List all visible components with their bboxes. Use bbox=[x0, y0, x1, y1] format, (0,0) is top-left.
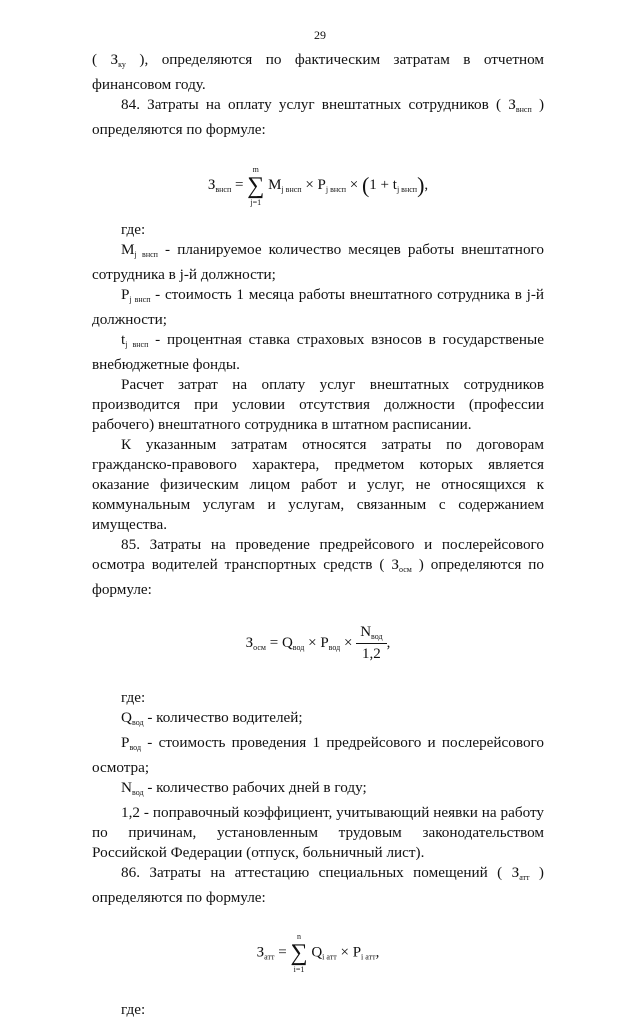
subscript: ку bbox=[118, 60, 126, 69]
def-symbol bbox=[121, 734, 141, 751]
definition-coefficient: 1,2 - поправочный коэффициент, учитывающий неявки на работу по причинам, установленным трудовым законодательством Российской Федерации (отпуск, больничный лист). bbox=[92, 804, 544, 861]
symbol-subscript: вод bbox=[131, 788, 144, 797]
symbol-subscript: вод bbox=[131, 718, 144, 727]
definition-text: - количество рабочих дней в году; bbox=[143, 779, 367, 796]
sum-operator bbox=[290, 932, 307, 974]
subscript: атт bbox=[519, 873, 530, 882]
close-paren: ) bbox=[417, 172, 425, 198]
formula-85 bbox=[92, 624, 544, 682]
formula-symbol: Q bbox=[281, 635, 293, 652]
paragraph-84 bbox=[92, 95, 544, 140]
sum-lower-limit: j=1 bbox=[250, 197, 262, 207]
equals-sign: = bbox=[269, 635, 279, 652]
formula-symbol: З bbox=[207, 177, 216, 193]
where-label: где: bbox=[121, 689, 146, 706]
where-label: где: bbox=[121, 1001, 146, 1018]
paragraph-86 bbox=[92, 863, 544, 908]
def-symbol bbox=[121, 286, 150, 303]
symbol-letter: P bbox=[121, 734, 130, 751]
definition-m bbox=[92, 240, 544, 285]
formula-subscript: вод bbox=[328, 643, 341, 653]
formula-86 bbox=[92, 932, 544, 994]
formula-punctuation: , bbox=[386, 635, 391, 652]
definition-t bbox=[92, 330, 544, 375]
def-symbol bbox=[121, 779, 144, 796]
equals-sign: = bbox=[235, 177, 244, 193]
symbol-subscript: вод bbox=[129, 743, 142, 752]
definition-text: - планируемое количество месяцев работы внештатного сотрудника в j-й должности; bbox=[92, 241, 544, 283]
definition-text: - количество водителей; bbox=[143, 709, 303, 726]
fraction-numerator bbox=[356, 624, 386, 644]
definition-text: - стоимость 1 месяца работы внештатного сотрудника в j-й должности; bbox=[92, 286, 545, 328]
formula-84 bbox=[92, 156, 544, 214]
formula-subscript: внсп bbox=[215, 185, 232, 194]
formula-subscript: j внсп bbox=[325, 185, 346, 194]
page-number: 29 bbox=[314, 28, 326, 42]
formula-symbol: З bbox=[256, 944, 265, 961]
formula-symbol: З bbox=[245, 635, 254, 652]
formula-symbol: N bbox=[360, 624, 372, 640]
formula-symbol: 1 + t bbox=[369, 177, 397, 193]
formula-subscript: i атт bbox=[361, 952, 376, 962]
formula-subscript: вод bbox=[292, 643, 305, 653]
symbol-subscript: j внсп bbox=[134, 250, 158, 259]
formula-subscript: вод bbox=[371, 632, 383, 641]
formula-punctuation: , bbox=[424, 177, 429, 193]
subscript: осм bbox=[399, 565, 412, 574]
def-symbol bbox=[121, 709, 144, 726]
sum-operator bbox=[247, 165, 264, 207]
formula-subscript: атт bbox=[264, 952, 275, 962]
document-body bbox=[92, 50, 544, 1020]
symbol-subscript: j внсп bbox=[129, 295, 151, 304]
times-sign: × bbox=[349, 177, 359, 193]
subscript: внсп bbox=[515, 105, 532, 114]
sum-lower-limit: i=1 bbox=[293, 965, 305, 974]
symbol-letter: P bbox=[121, 286, 130, 303]
definition-text: - процентная ставка страховых взносов в государственые внебюджетные фонды. bbox=[92, 331, 544, 373]
paragraph-calc-condition: Расчет затрат на оплату услуг внештатных сотрудников производится при условии отсутствия должности (профессии рабочего) внештатного сотрудника в штатном расписании. bbox=[92, 376, 544, 433]
fraction-denominator: 1,2 bbox=[362, 646, 381, 663]
formula-symbol: Q bbox=[311, 944, 323, 961]
symbol-subscript: j внсп bbox=[125, 340, 149, 349]
def-symbol bbox=[121, 331, 148, 348]
equals-sign: = bbox=[278, 944, 287, 961]
open-paren: ( bbox=[361, 172, 370, 198]
formula-subscript: j внсп bbox=[281, 185, 302, 194]
paragraph-continuation bbox=[92, 50, 544, 95]
text-fragment: ) определяются по формуле: bbox=[92, 96, 545, 138]
symbol-letter: N bbox=[121, 779, 132, 796]
formula-symbol: P bbox=[317, 177, 326, 193]
text-fragment: ( З bbox=[92, 51, 119, 68]
text-fragment: ), определяются по фактическим затратам в отчетном финансовом году. bbox=[92, 51, 544, 93]
text-fragment: 85. Затраты на проведение предрейсового и послерейсового осмотра водителей транспортных средств ( З bbox=[92, 536, 544, 573]
definition-pvod bbox=[92, 733, 544, 778]
definition-text: - стоимость проведения 1 предрейсового и послерейсового осмотра; bbox=[92, 734, 544, 776]
times-sign: × bbox=[305, 177, 314, 193]
formula-symbol: M bbox=[268, 177, 282, 193]
fraction bbox=[356, 624, 386, 664]
text-fragment: 86. Затраты на аттестацию специальных помещений ( З bbox=[121, 864, 520, 881]
paragraph-included-costs: К указанным затратам относятся затраты по договорам гражданско-правового характера, предметом которых является оказание физическим лицом работ и услуг, не относящихся к коммунальным услугам и услугам, связанным с содержанием имущества. bbox=[92, 436, 544, 533]
text-fragment: ) определяются по формуле: bbox=[92, 864, 544, 906]
text-fragment: ) определяются по формуле: bbox=[92, 556, 544, 598]
definition-n bbox=[92, 778, 544, 803]
symbol-letter: t bbox=[121, 331, 126, 348]
sigma-symbol: ∑ bbox=[247, 172, 265, 199]
formula-symbol: P bbox=[320, 635, 329, 652]
paragraph-85 bbox=[92, 535, 544, 600]
formula-symbol: P bbox=[352, 944, 362, 961]
where-label: где: bbox=[121, 221, 146, 238]
symbol-letter: Q bbox=[121, 709, 132, 726]
definition-q bbox=[92, 708, 544, 733]
sum-upper-limit: n bbox=[297, 932, 302, 941]
symbol-letter: M bbox=[121, 241, 135, 258]
formula-subscript: осм bbox=[253, 643, 266, 653]
times-sign: × bbox=[343, 635, 353, 652]
definition-p bbox=[92, 285, 544, 330]
def-symbol bbox=[121, 241, 158, 258]
times-sign: × bbox=[340, 944, 349, 961]
text-fragment: 84. Затраты на оплату услуг внештатных сотрудников ( З bbox=[121, 96, 516, 113]
formula-subscript: j внсп bbox=[396, 185, 418, 194]
times-sign: × bbox=[308, 635, 317, 652]
sigma-symbol: ∑ bbox=[290, 940, 308, 966]
formula-subscript: i атт bbox=[322, 952, 337, 962]
sum-upper-limit: m bbox=[252, 164, 259, 174]
formula-punctuation: , bbox=[375, 944, 380, 961]
